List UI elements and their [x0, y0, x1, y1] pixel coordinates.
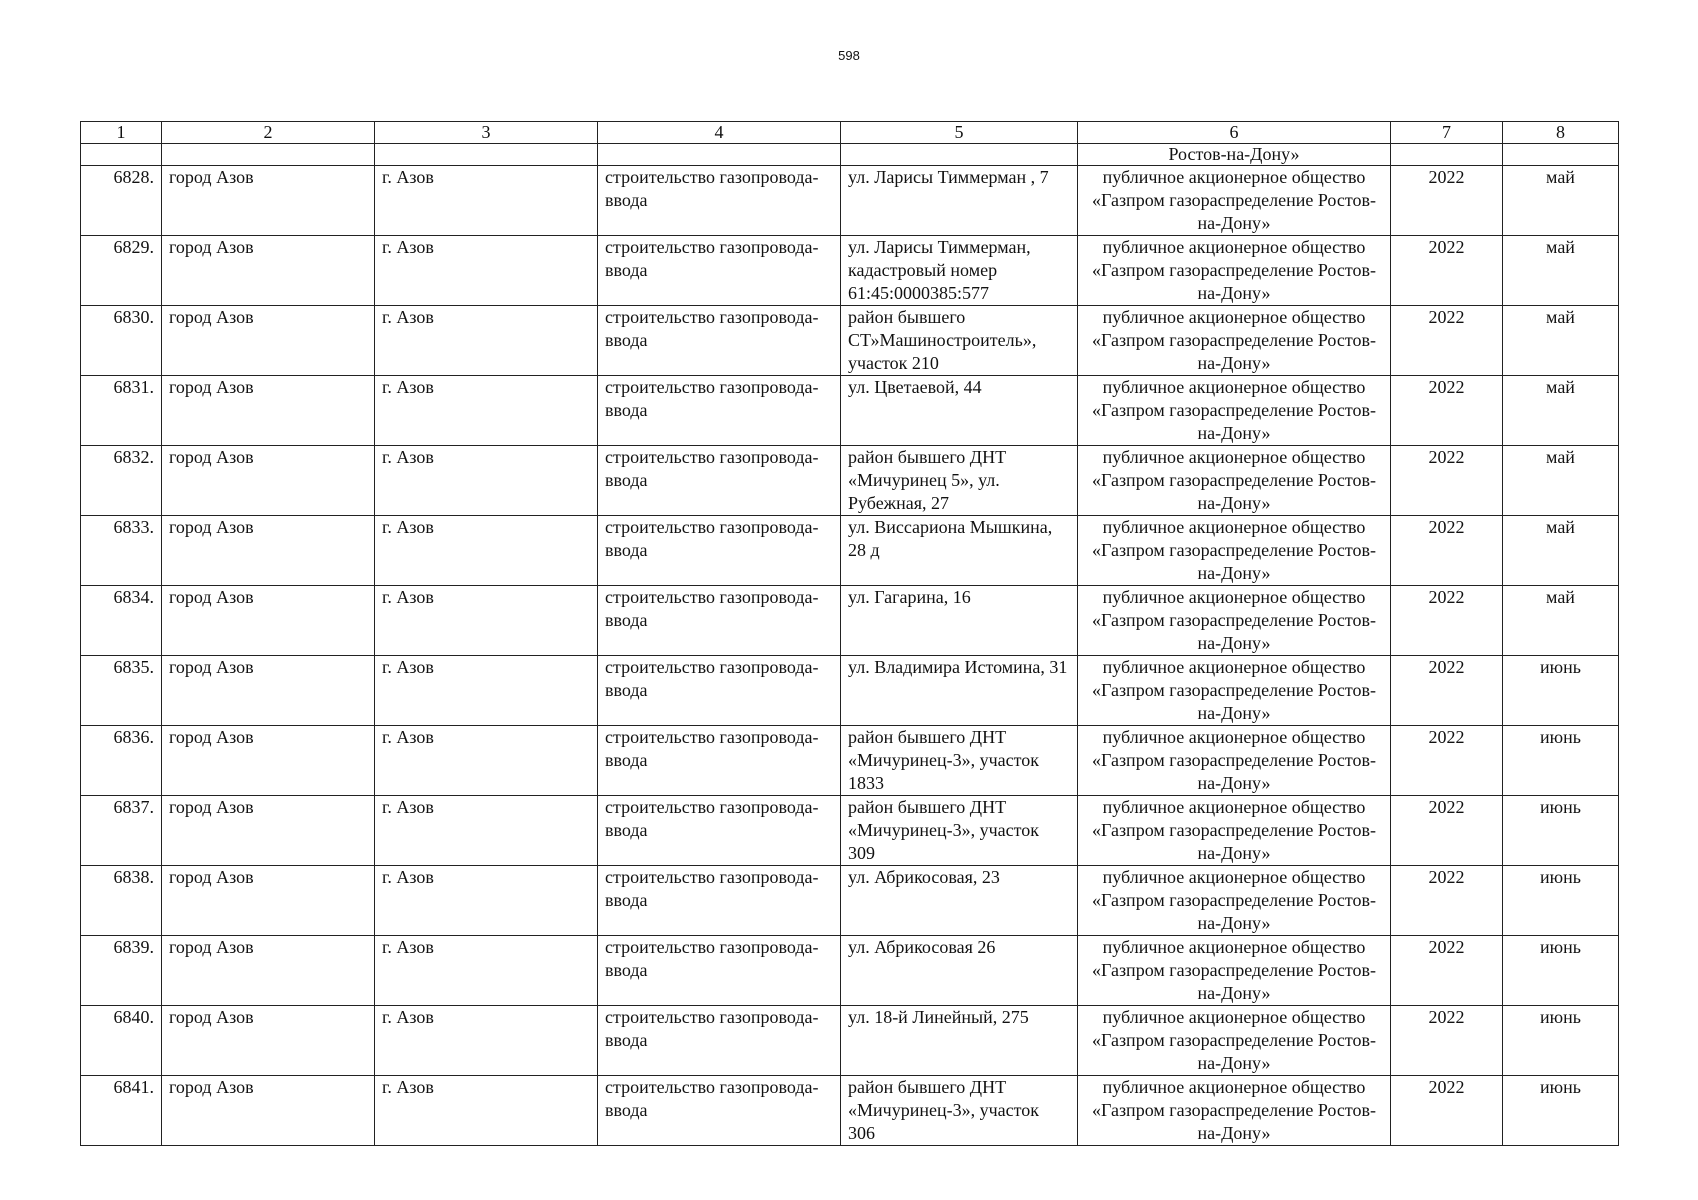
month-cell: июнь: [1503, 1006, 1619, 1076]
municipality-cell: город Азов: [162, 1076, 375, 1146]
row-number-cell: 6841.: [81, 1076, 162, 1146]
year-cell: 2022: [1391, 586, 1503, 656]
municipality-cell: город Азов: [162, 306, 375, 376]
row-number-cell: 6835.: [81, 656, 162, 726]
settlement-cell: г. Азов: [375, 936, 598, 1006]
year-cell: 2022: [1391, 726, 1503, 796]
table-row: [81, 516, 1619, 586]
settlement-cell: г. Азов: [375, 516, 598, 586]
column-header: 1: [81, 122, 162, 144]
organization-cell: публичное акционерное общество «Газпром газораспределение Ростов-на-Дону»: [1078, 446, 1391, 516]
address-cell: район бывшего ДНТ «Мичуринец-3», участок 309: [841, 796, 1078, 866]
table-row: [81, 446, 1619, 516]
table-row: [81, 586, 1619, 656]
organization-cell: публичное акционерное общество «Газпром газораспределение Ростов-на-Дону»: [1078, 656, 1391, 726]
month-cell: май: [1503, 446, 1619, 516]
row-number-cell: 6836.: [81, 726, 162, 796]
settlement-cell: г. Азов: [375, 306, 598, 376]
month-cell: июнь: [1503, 656, 1619, 726]
table-row: [81, 656, 1619, 726]
address-cell: ул. Гагарина, 16: [841, 586, 1078, 656]
table-row: [81, 1006, 1619, 1076]
month-cell: май: [1503, 516, 1619, 586]
work-type-cell: строительство газопровода-ввода: [598, 656, 841, 726]
settlement-cell: г. Азов: [375, 796, 598, 866]
settlement-cell: г. Азов: [375, 726, 598, 796]
work-type-cell: строительство газопровода-ввода: [598, 446, 841, 516]
address-cell: ул. Ларисы Тиммерман, кадастровый номер 61:45:0000385:577: [841, 236, 1078, 306]
year-cell: 2022: [1391, 446, 1503, 516]
organization-cell: публичное акционерное общество «Газпром газораспределение Ростов-на-Дону»: [1078, 726, 1391, 796]
column-header: 7: [1391, 122, 1503, 144]
settlement-cell: г. Азов: [375, 656, 598, 726]
year-cell: 2022: [1391, 376, 1503, 446]
address-cell: район бывшего ДНТ «Мичуринец-3», участок 1833: [841, 726, 1078, 796]
year-cell: 2022: [1391, 796, 1503, 866]
table-cell: [162, 144, 375, 166]
table-cell: [1503, 144, 1619, 166]
address-cell: район бывшего ДНТ «Мичуринец 5», ул. Рубежная, 27: [841, 446, 1078, 516]
table-cell: [841, 144, 1078, 166]
municipality-cell: город Азов: [162, 446, 375, 516]
work-type-cell: строительство газопровода-ввода: [598, 1076, 841, 1146]
work-type-cell: строительство газопровода-ввода: [598, 376, 841, 446]
month-cell: май: [1503, 236, 1619, 306]
year-cell: 2022: [1391, 306, 1503, 376]
work-type-cell: строительство газопровода-ввода: [598, 936, 841, 1006]
row-number-cell: 6833.: [81, 516, 162, 586]
municipality-cell: город Азов: [162, 166, 375, 236]
organization-cell: публичное акционерное общество «Газпром газораспределение Ростов-на-Дону»: [1078, 936, 1391, 1006]
table-row: [81, 306, 1619, 376]
header-row: [81, 122, 1619, 144]
work-type-cell: строительство газопровода-ввода: [598, 586, 841, 656]
settlement-cell: г. Азов: [375, 1006, 598, 1076]
year-cell: 2022: [1391, 166, 1503, 236]
settlement-cell: г. Азов: [375, 166, 598, 236]
row-number-cell: 6839.: [81, 936, 162, 1006]
address-cell: ул. Виссариона Мышкина, 28 д: [841, 516, 1078, 586]
column-header: 8: [1503, 122, 1619, 144]
table-cell: [598, 144, 841, 166]
municipality-cell: город Азов: [162, 796, 375, 866]
column-header: 6: [1078, 122, 1391, 144]
table-cell: [375, 144, 598, 166]
data-table: [80, 121, 1619, 1146]
work-type-cell: строительство газопровода-ввода: [598, 866, 841, 936]
organization-cell: публичное акционерное общество «Газпром газораспределение Ростов-на-Дону»: [1078, 236, 1391, 306]
settlement-cell: г. Азов: [375, 376, 598, 446]
address-cell: ул. Ларисы Тиммерман , 7: [841, 166, 1078, 236]
municipality-cell: город Азов: [162, 1006, 375, 1076]
table-row: [81, 166, 1619, 236]
month-cell: июнь: [1503, 796, 1619, 866]
continuation-row: [81, 144, 1619, 166]
organization-cell: публичное акционерное общество «Газпром газораспределение Ростов-на-Дону»: [1078, 306, 1391, 376]
work-type-cell: строительство газопровода-ввода: [598, 516, 841, 586]
row-number-cell: 6828.: [81, 166, 162, 236]
settlement-cell: г. Азов: [375, 1076, 598, 1146]
address-cell: район бывшего ДНТ «Мичуринец-3», участок 306: [841, 1076, 1078, 1146]
municipality-cell: город Азов: [162, 726, 375, 796]
row-number-cell: 6830.: [81, 306, 162, 376]
organization-cell: публичное акционерное общество «Газпром газораспределение Ростов-на-Дону»: [1078, 796, 1391, 866]
address-cell: ул. Цветаевой, 44: [841, 376, 1078, 446]
year-cell: 2022: [1391, 866, 1503, 936]
settlement-cell: г. Азов: [375, 236, 598, 306]
month-cell: июнь: [1503, 726, 1619, 796]
work-type-cell: строительство газопровода-ввода: [598, 306, 841, 376]
municipality-cell: город Азов: [162, 866, 375, 936]
month-cell: июнь: [1503, 1076, 1619, 1146]
settlement-cell: г. Азов: [375, 586, 598, 656]
table-row: [81, 376, 1619, 446]
column-header: 4: [598, 122, 841, 144]
address-cell: ул. Абрикосовая 26: [841, 936, 1078, 1006]
year-cell: 2022: [1391, 656, 1503, 726]
table-cell: Ростов-на-Дону»: [1078, 144, 1391, 166]
municipality-cell: город Азов: [162, 376, 375, 446]
year-cell: 2022: [1391, 516, 1503, 586]
organization-cell: публичное акционерное общество «Газпром газораспределение Ростов-на-Дону»: [1078, 166, 1391, 236]
table-row: [81, 796, 1619, 866]
column-header: 2: [162, 122, 375, 144]
address-cell: район бывшего СТ»Машиностроитель», участок 210: [841, 306, 1078, 376]
page-number: 598: [838, 48, 860, 63]
address-cell: ул. Абрикосовая, 23: [841, 866, 1078, 936]
organization-cell: публичное акционерное общество «Газпром газораспределение Ростов-на-Дону»: [1078, 376, 1391, 446]
year-cell: 2022: [1391, 236, 1503, 306]
municipality-cell: город Азов: [162, 586, 375, 656]
row-number-cell: 6832.: [81, 446, 162, 516]
work-type-cell: строительство газопровода-ввода: [598, 236, 841, 306]
month-cell: июнь: [1503, 936, 1619, 1006]
address-cell: ул. 18-й Линейный, 275: [841, 1006, 1078, 1076]
month-cell: июнь: [1503, 866, 1619, 936]
table-row: [81, 236, 1619, 306]
year-cell: 2022: [1391, 1006, 1503, 1076]
row-number-cell: 6837.: [81, 796, 162, 866]
municipality-cell: город Азов: [162, 936, 375, 1006]
work-type-cell: строительство газопровода-ввода: [598, 166, 841, 236]
row-number-cell: 6834.: [81, 586, 162, 656]
table-row: [81, 1076, 1619, 1146]
year-cell: 2022: [1391, 936, 1503, 1006]
organization-cell: публичное акционерное общество «Газпром газораспределение Ростов-на-Дону»: [1078, 866, 1391, 936]
organization-cell: публичное акционерное общество «Газпром газораспределение Ростов-на-Дону»: [1078, 586, 1391, 656]
table-row: [81, 866, 1619, 936]
month-cell: май: [1503, 586, 1619, 656]
row-number-cell: 6829.: [81, 236, 162, 306]
address-cell: ул. Владимира Истомина, 31: [841, 656, 1078, 726]
organization-cell: публичное акционерное общество «Газпром газораспределение Ростов-на-Дону»: [1078, 1076, 1391, 1146]
municipality-cell: город Азов: [162, 236, 375, 306]
month-cell: май: [1503, 376, 1619, 446]
organization-cell: публичное акционерное общество «Газпром газораспределение Ростов-на-Дону»: [1078, 1006, 1391, 1076]
table-row: [81, 936, 1619, 1006]
work-type-cell: строительство газопровода-ввода: [598, 726, 841, 796]
municipality-cell: город Азов: [162, 516, 375, 586]
table-cell: [81, 144, 162, 166]
column-header: 3: [375, 122, 598, 144]
municipality-cell: город Азов: [162, 656, 375, 726]
column-header: 5: [841, 122, 1078, 144]
row-number-cell: 6840.: [81, 1006, 162, 1076]
row-number-cell: 6831.: [81, 376, 162, 446]
settlement-cell: г. Азов: [375, 446, 598, 516]
table-row: [81, 726, 1619, 796]
table-cell: [1391, 144, 1503, 166]
month-cell: май: [1503, 306, 1619, 376]
work-type-cell: строительство газопровода-ввода: [598, 1006, 841, 1076]
month-cell: май: [1503, 166, 1619, 236]
work-type-cell: строительство газопровода-ввода: [598, 796, 841, 866]
year-cell: 2022: [1391, 1076, 1503, 1146]
organization-cell: публичное акционерное общество «Газпром газораспределение Ростов-на-Дону»: [1078, 516, 1391, 586]
row-number-cell: 6838.: [81, 866, 162, 936]
settlement-cell: г. Азов: [375, 866, 598, 936]
